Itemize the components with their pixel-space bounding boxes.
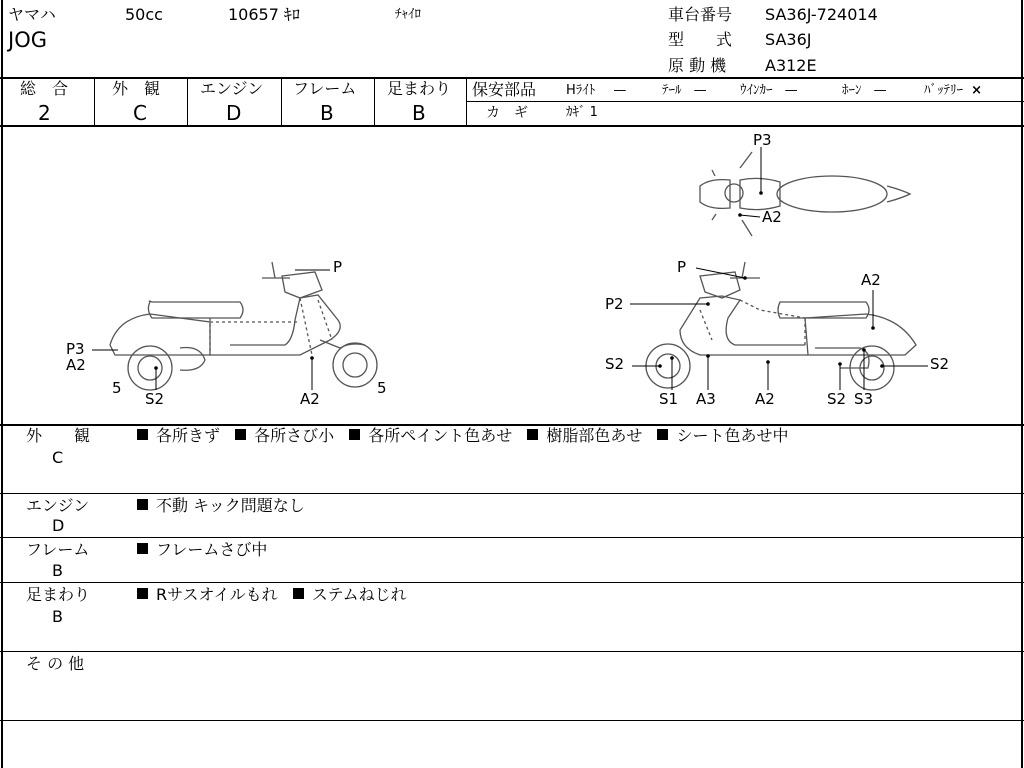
damage-label: A2: [66, 356, 86, 374]
safety-item-horn: ﾎｰﾝ —: [842, 83, 887, 98]
grade-value-frame: B: [320, 101, 334, 125]
section-grade-exterior: C: [52, 448, 64, 467]
type-value: SA36J: [765, 30, 812, 49]
damage-label: P3: [753, 131, 772, 149]
damage-label: A2: [755, 390, 775, 408]
grade-value-suspension: B: [412, 101, 426, 125]
section-notes-suspension: Rサスオイルもれ ステムねじれ: [137, 587, 407, 603]
section-title-engine: エンジン: [26, 496, 90, 515]
damage-label: P: [333, 258, 343, 276]
grade-label-overall: 総 合: [20, 79, 69, 98]
grade-label-exterior: 外 観: [112, 79, 161, 98]
safety-item-winker: ｳｲﾝｶｰ —: [740, 83, 798, 98]
divider: [0, 493, 1024, 494]
damage-label: S2: [145, 390, 165, 408]
safety-item-battery: ﾊﾞｯﾃﾘｰ ×: [924, 83, 983, 98]
damage-label: S2: [605, 355, 625, 373]
frame-no-label: 車台番号: [668, 5, 733, 24]
divider: [0, 582, 1024, 583]
section-title-exterior: 外 観: [26, 426, 91, 445]
scooter-top-view: [700, 152, 910, 236]
damage-label: A3: [696, 390, 716, 408]
damage-label: 5: [377, 379, 387, 397]
safety-label: 保安部品: [472, 80, 537, 99]
scooter-left-view: [110, 258, 377, 390]
displacement: 50cc: [125, 5, 163, 24]
key-label: カ ギ: [486, 105, 528, 121]
grade-value-overall: 2: [38, 101, 51, 125]
damage-label: S2: [827, 390, 847, 408]
damage-label: P2: [605, 295, 624, 313]
grade-label-engine: エンジン: [200, 79, 264, 98]
section-title-other: そ の 他: [26, 654, 85, 673]
safety-item-headlight: Hﾗｲﾄ —: [566, 83, 627, 98]
grade-value-exterior: C: [133, 101, 147, 125]
damage-label: S1: [659, 390, 679, 408]
damage-label: P: [677, 258, 687, 276]
grade-label-frame: フレーム: [293, 79, 357, 98]
damage-label: S2: [930, 355, 950, 373]
model-name: JOG: [8, 28, 47, 52]
section-title-frame: フレーム: [26, 540, 90, 559]
engine-value: A312E: [765, 56, 817, 75]
section-notes-frame: フレームさび中: [137, 542, 267, 558]
engine-label: 原 動 機: [668, 56, 727, 75]
key-value: ｶｷﾞ 1: [566, 105, 598, 120]
section-grade-suspension: B: [52, 607, 63, 626]
mileage: 10657 ｷﾛ: [228, 5, 300, 24]
section-title-suspension: 足まわり: [26, 585, 91, 604]
damage-label: P3: [66, 340, 85, 358]
maker: ヤマハ: [8, 5, 56, 24]
type-label: 型 式: [668, 30, 733, 49]
section-notes-exterior: 各所きず 各所さび小 各所ペイント色あせ 樹脂部色あせ シート色あせ中: [137, 428, 788, 444]
damage-label: A2: [762, 208, 782, 226]
grade-value-engine: D: [226, 101, 242, 125]
frame-no: SA36J-724014: [765, 5, 878, 24]
damage-label: A2: [300, 390, 320, 408]
damage-label: A2: [861, 271, 881, 289]
grade-label-suspension: 足まわり: [387, 79, 452, 98]
damage-label: 5: [112, 379, 122, 397]
safety-item-tail: ﾃｰﾙ —: [662, 83, 707, 98]
divider: [0, 537, 1024, 538]
section-grade-engine: D: [52, 516, 65, 535]
section-notes-engine: 不動 キック問題なし: [137, 498, 305, 514]
divider: [0, 651, 1024, 652]
section-grade-frame: B: [52, 561, 63, 580]
damage-label: S3: [854, 390, 874, 408]
divider: [0, 720, 1024, 721]
color: ﾁｬｲﾛ: [395, 7, 421, 22]
